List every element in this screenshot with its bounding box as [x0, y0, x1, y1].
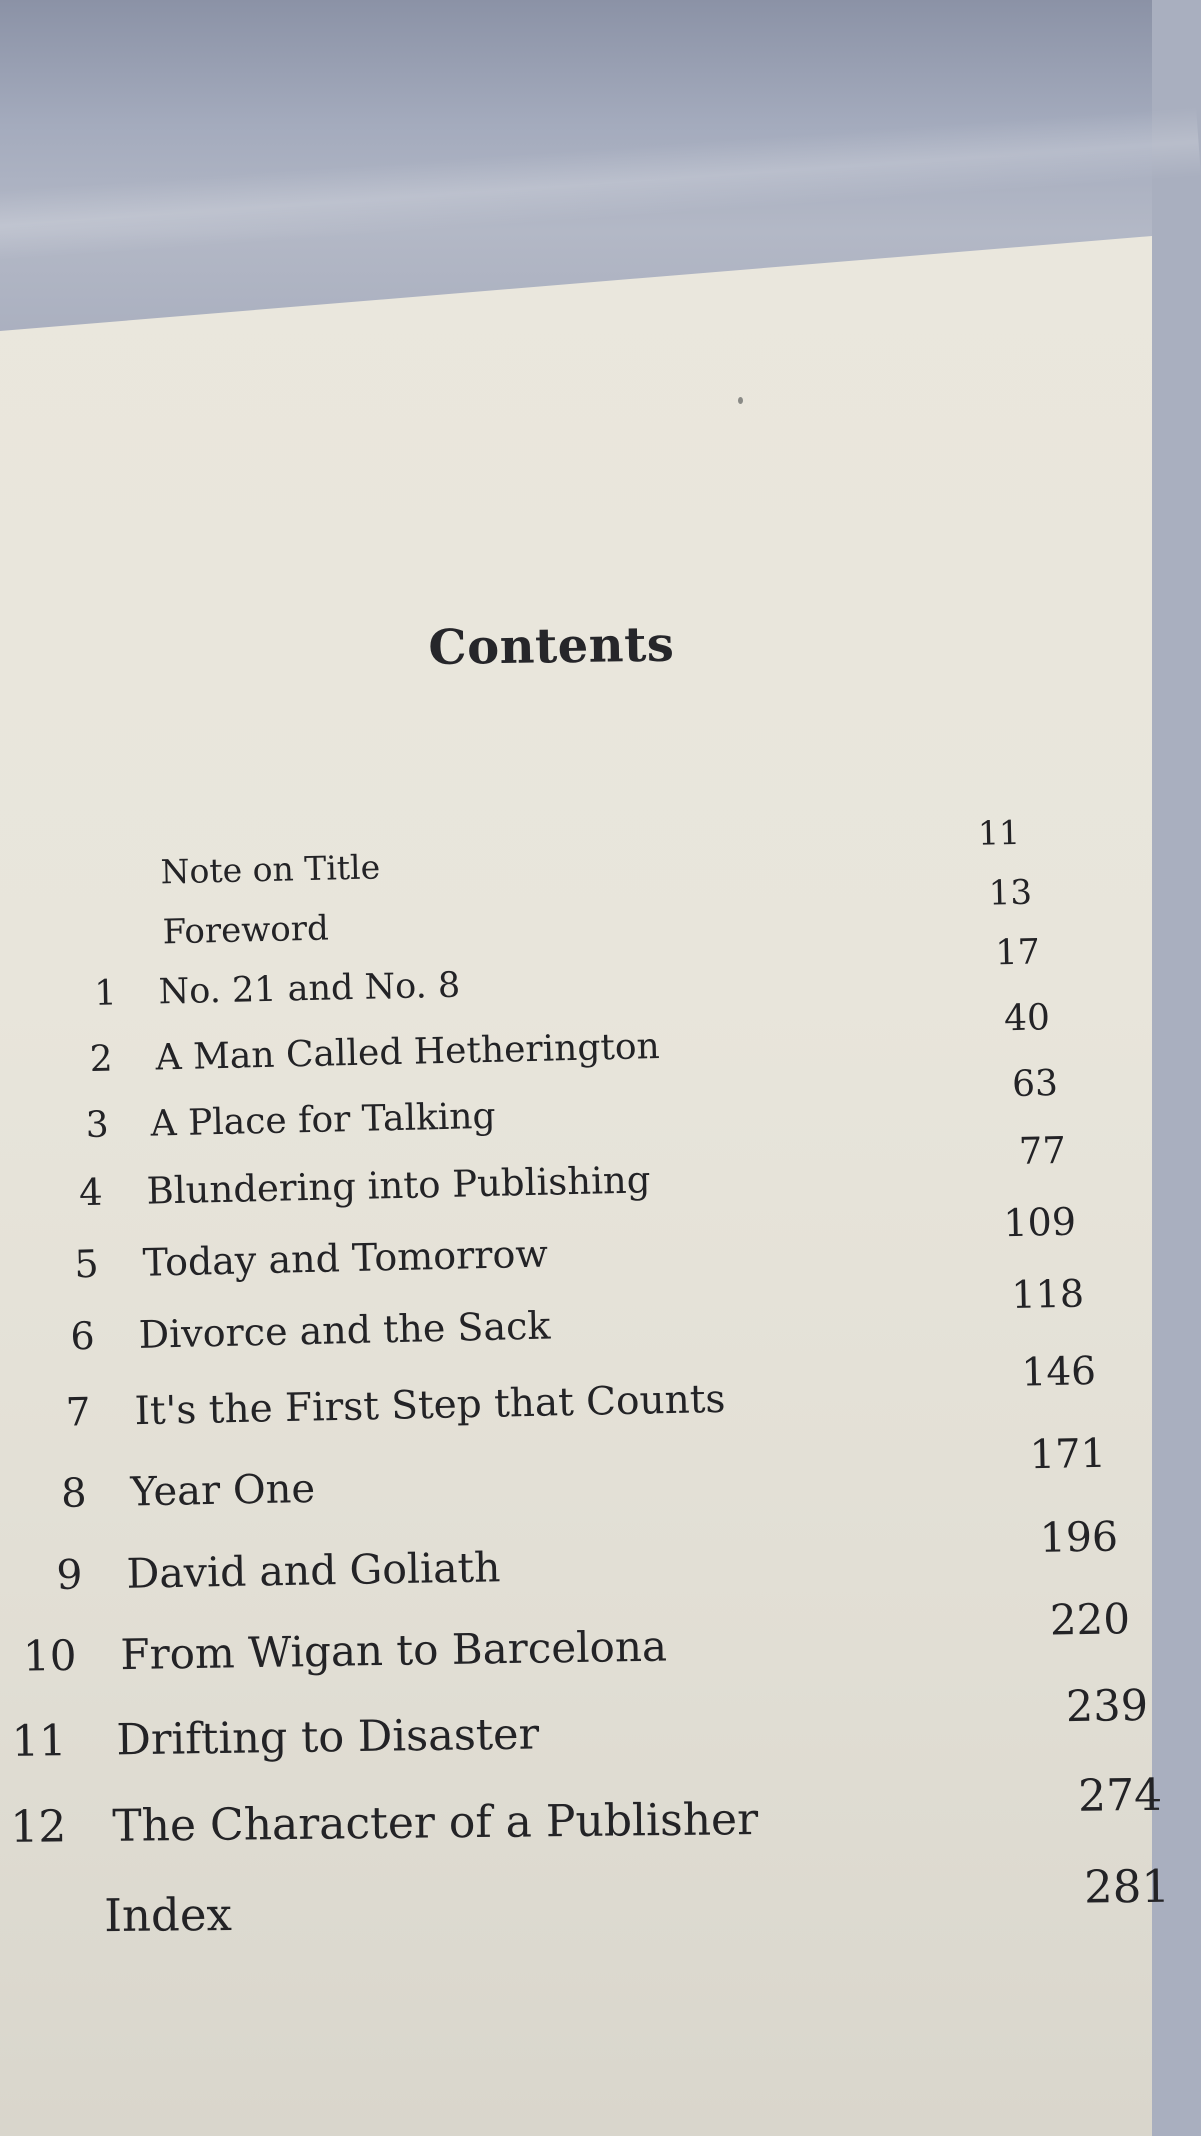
chapter-title: A Place for Talking: [150, 1095, 496, 1145]
chapter-title: No. 21 and No. 8: [158, 965, 461, 1013]
toc-entry: [0, 1271, 1153, 1368]
toc-entry: [0, 1349, 1153, 1445]
page-number: 146: [1021, 1349, 1097, 1396]
chapter-title: From Wigan to Barcelona: [120, 1621, 668, 1680]
page-number: 17: [994, 932, 1041, 974]
chapter-number: 10: [22, 1630, 77, 1681]
chapter-number: 7: [65, 1390, 92, 1436]
chapter-title: Today and Tomorrow: [142, 1231, 549, 1285]
page-number: 196: [1039, 1512, 1119, 1562]
toc-entry: [0, 1769, 1163, 1858]
chapter-title: Divorce and the Sack: [138, 1303, 551, 1357]
toc-entry: [0, 1594, 1153, 1687]
chapter-number: 6: [69, 1313, 96, 1359]
chapter-number: 9: [56, 1550, 83, 1600]
page-number: 40: [1003, 997, 1051, 1040]
page-number: 13: [988, 872, 1033, 914]
toc-entry: [0, 1859, 1171, 1947]
chapter-title: Note on Title: [160, 847, 381, 892]
chapter-number: 11: [11, 1716, 67, 1767]
page-number: 77: [1018, 1128, 1067, 1173]
chapter-title: David and Goliath: [126, 1543, 501, 1598]
toc-entry: [0, 1199, 1153, 1296]
chapter-title: A Man Called Hetherington: [155, 1026, 661, 1079]
chapter-number: 12: [10, 1801, 67, 1853]
chapter-title: Drifting to Disaster: [116, 1709, 540, 1766]
page-number: 239: [1065, 1680, 1149, 1733]
chapter-number: 8: [60, 1470, 88, 1517]
chapter-title: Index: [104, 1887, 233, 1943]
page-number: 274: [1077, 1769, 1163, 1822]
chapter-title: Year One: [130, 1465, 316, 1516]
toc-entry: [0, 1512, 1153, 1606]
toc-entry: [0, 1680, 1153, 1772]
chapter-number: 2: [89, 1038, 114, 1080]
contents-heading: Contents: [428, 616, 675, 676]
toc-entry: [0, 1430, 1153, 1525]
page-number: 11: [977, 812, 1021, 853]
chapter-title: Foreword: [162, 908, 330, 953]
page-number: 171: [1029, 1430, 1107, 1479]
page-number: 220: [1049, 1594, 1131, 1645]
chapter-number: 5: [73, 1241, 100, 1287]
chapter-number: 3: [85, 1104, 110, 1147]
chapter-title: Blundering into Publishing: [146, 1158, 651, 1213]
page-number: 109: [1002, 1199, 1077, 1246]
page-number: 118: [1010, 1271, 1085, 1318]
chapter-number: 4: [78, 1170, 104, 1215]
chapter-number: 1: [93, 973, 118, 1014]
page-number: 63: [1011, 1062, 1059, 1106]
page-number: 281: [1083, 1859, 1171, 1914]
chapter-title: The Character of a Publisher: [112, 1794, 759, 1852]
chapter-title: It's the First Step that Counts: [134, 1376, 726, 1435]
